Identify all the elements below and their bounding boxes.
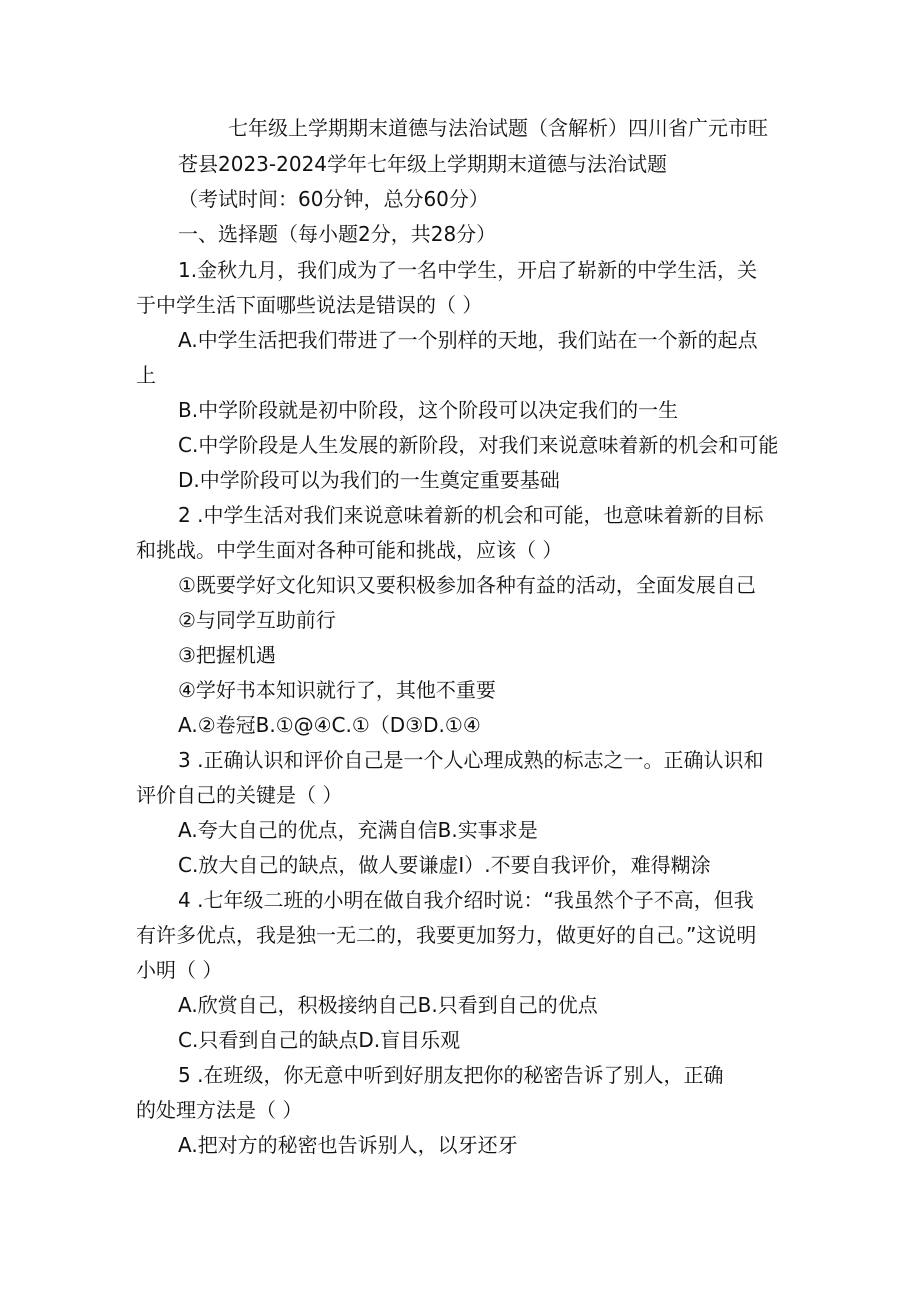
question-2-item-3: ③把握机遇: [178, 643, 276, 667]
question-5-stem-line-2: 的处理方法是（ ）: [136, 1098, 303, 1122]
question-2-item-2: ②与同学互助前行: [178, 608, 336, 632]
question-3-options-c-d: C.放大自己的缺点，做人要谦虚I）.不要自我评价，难得糊涂: [178, 853, 711, 877]
question-5-stem-line-1: 5 .在班级，你无意中听到好朋友把你的秘密告诉了别人，正确: [178, 1063, 724, 1087]
question-2-item-1: ①既要学好文化知识又要积极参加各种有益的活动，全面发展自己: [178, 573, 756, 597]
question-1-stem-line-1: 1.金秋九月，我们成为了一名中学生，开启了崭新的中学生活，关: [178, 258, 758, 282]
question-3-options-a-b: A.夸大自己的优点，充满自信B.实事求是: [178, 818, 538, 842]
question-1-option-c: C.中学阶段是人生发展的新阶段，对我们来说意味着新的机会和可能: [178, 433, 779, 457]
exam-info: （考试时间：60分钟，总分60分）: [178, 187, 489, 211]
document-title-line-1: 七年级上学期期末道德与法治试题（含解析）四川省广元市旺: [228, 116, 768, 140]
question-5-option-a: A.把对方的秘密也告诉别人，以牙还牙: [178, 1133, 518, 1157]
document-title-line-2: 苍县2023-2024学年七年级上学期期末道德与法治试题: [178, 152, 668, 176]
question-4-options-c-d: C.只看到自己的缺点D.盲目乐观: [178, 1028, 461, 1052]
question-2-stem-line-2: 和挑战。中学生面对各种可能和挑战，应该（ ）: [136, 538, 563, 562]
section-heading: 一、选择题（每小题2分，共28分）: [178, 222, 497, 246]
question-3-stem-line-2: 评价自己的关键是（ ）: [136, 783, 343, 807]
question-3-stem-line-1: 3 .正确认识和评价自己是一个人心理成熟的标志之一。正确认识和: [178, 748, 764, 772]
question-2-item-4: ④学好书本知识就行了，其他不重要: [178, 678, 496, 702]
question-2-stem-line-1: 2 .中学生活对我们来说意味着新的机会和可能，也意味着新的目标: [178, 503, 764, 527]
question-1-option-d: D.中学阶段可以为我们的一生奠定重要基础: [178, 468, 560, 492]
question-1-option-a-line-2: 上: [136, 363, 156, 387]
question-4-options-a-b: A.欣赏自己，积极接纳自己B.只看到自己的优点: [178, 993, 598, 1017]
question-2-options: A.②卷冠B.①@④C.①（D③D.①④: [178, 713, 481, 737]
question-4-stem-line-2: 有许多优点，我是独一无二的，我要更加努力，做更好的自己。”这说明: [136, 923, 757, 947]
question-4-stem-line-3: 小明（ ）: [136, 958, 223, 982]
question-1-option-a-line-1: A.中学生活把我们带进了一个别样的天地，我们站在一个新的起点: [178, 328, 758, 352]
question-4-stem-line-1: 4 .七年级二班的小明在做自我介绍时说：“我虽然个子不高，但我: [178, 888, 754, 912]
question-1-stem-line-2: 于中学生活下面哪些说法是错误的（ ）: [136, 293, 483, 317]
question-1-option-b: B.中学阶段就是初中阶段，这个阶段可以决定我们的一生: [178, 398, 679, 422]
